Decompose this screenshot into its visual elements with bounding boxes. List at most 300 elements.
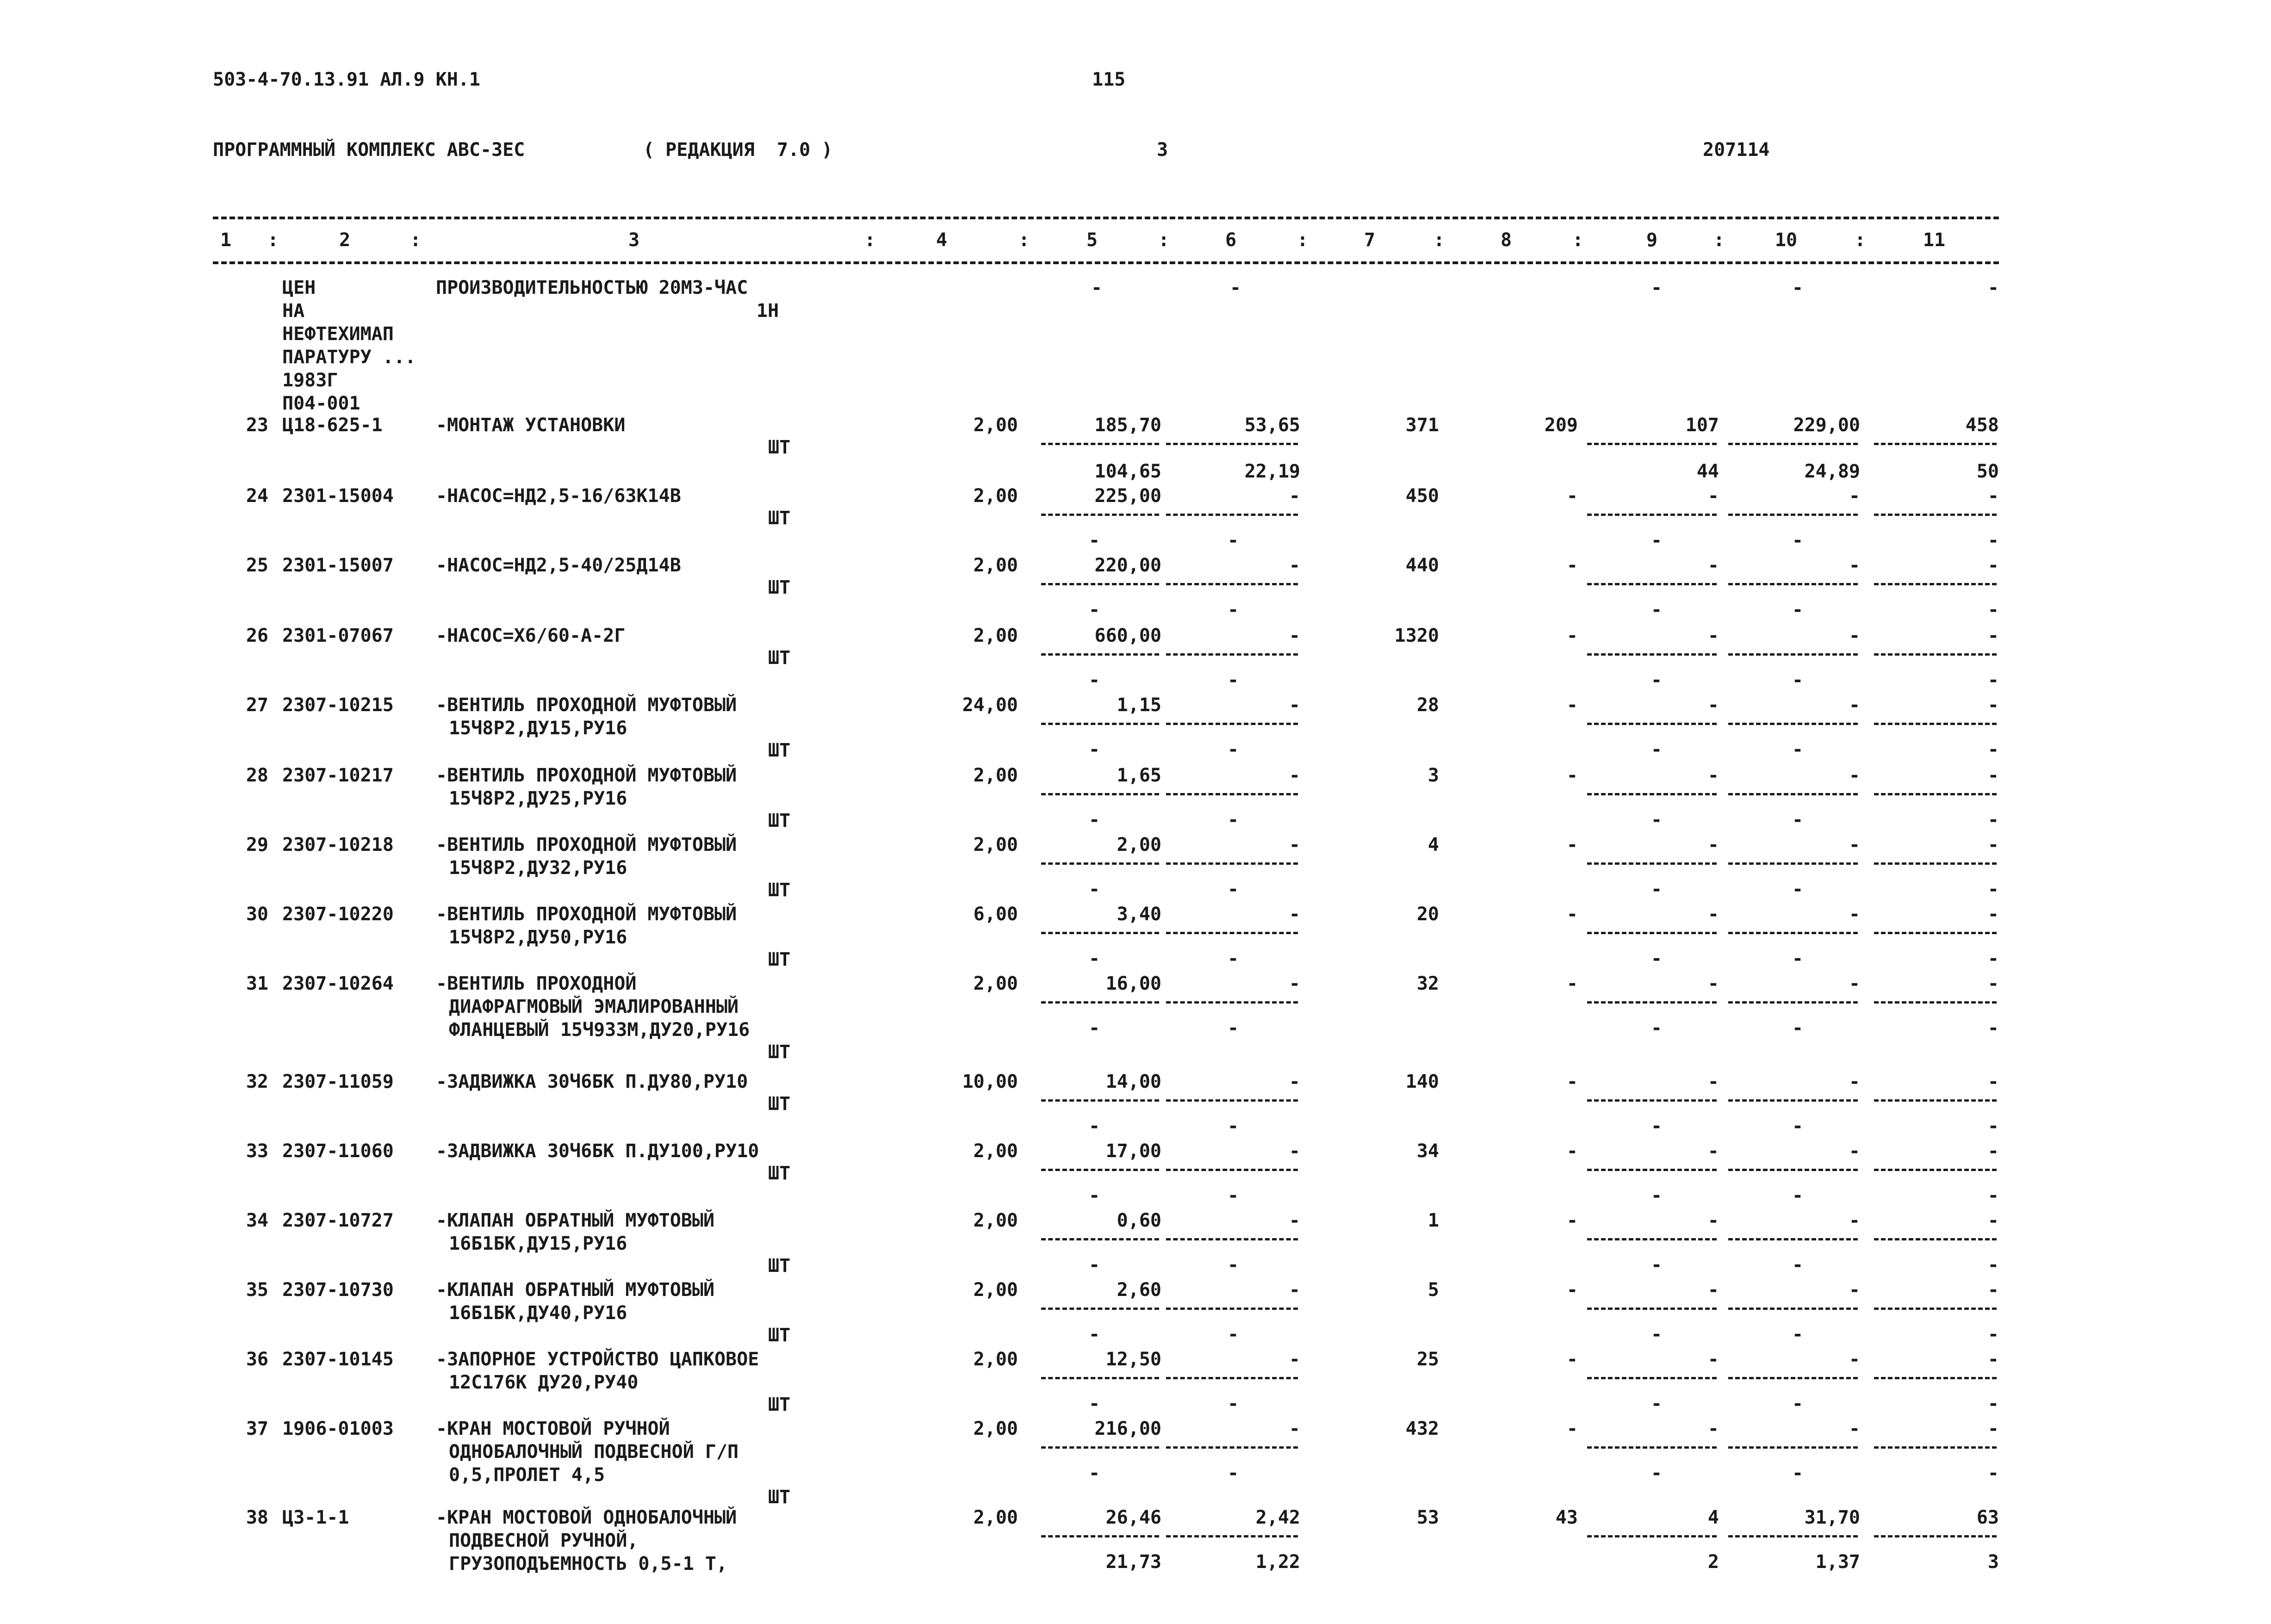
row-rule [1166,583,1298,585]
row-code: 2307-10218 [282,834,394,855]
row-column-8: - [1566,1349,1578,1370]
row-column-6: - [1289,694,1300,716]
row-rule [1166,1238,1298,1240]
row-sub-column-11: - [1987,669,1999,691]
sheet-number: 3 [1157,139,1168,161]
row-rule [1874,932,1997,934]
row-rule [1728,443,1858,445]
row-rule [1874,653,1997,656]
row-rule [1874,1099,1997,1102]
row-sub-price: - [1088,530,1100,551]
row-sub-column-10: - [1792,1185,1804,1206]
row-column-11: - [1987,625,1999,646]
row-description: 15Ч8Р2,ДУ15,РУ16 [449,718,627,739]
row-column-8: - [1566,1279,1578,1301]
row-column-6: - [1289,1349,1300,1370]
row-total: 440 [1405,555,1439,576]
row-column-8: - [1566,973,1578,994]
row-rule [1166,1535,1298,1537]
row-rule [1041,443,1159,445]
row-description: ПОДВЕСНОЙ РУЧНОЙ, [449,1530,639,1551]
row-column-9: - [1707,1071,1719,1092]
row-sub-column-6: - [1227,879,1239,900]
row-column-11: - [1987,694,1999,716]
row-price: 16,00 [1105,973,1161,994]
row-column-8: - [1566,834,1578,855]
row-rule [1874,862,1997,865]
row-total: 25 [1416,1349,1439,1370]
row-column-9: - [1707,1418,1719,1439]
row-column-9: - [1707,485,1719,507]
row-column-10: - [1849,1349,1860,1370]
row-column-10: - [1849,1071,1860,1092]
row-sub-column-6: 22,19 [1244,461,1300,482]
row-sub-column-10: - [1792,809,1804,831]
row-unit: ШТ [768,647,791,669]
row-column-9: - [1707,694,1719,716]
row-sub-price: - [1088,948,1100,969]
row-code: 2301-15007 [282,555,394,576]
column-separator: : [1433,229,1445,251]
row-sub-column-11: - [1987,599,1999,620]
row-column-9: - [1707,1210,1719,1231]
row-sub-column-11: - [1987,809,1999,831]
row-rule [1041,583,1159,585]
row-unit: ШТ [768,577,791,598]
row-quantity: 2,00 [973,1141,1018,1162]
row-column-11: - [1987,1279,1999,1301]
row-price: 12,50 [1105,1349,1161,1370]
row-sub-column-10: - [1792,948,1804,969]
row-sub-column-10: - [1792,1324,1804,1345]
column-header: 1 [220,229,232,251]
row-total: 1320 [1394,625,1439,646]
row-total: 5 [1427,1279,1439,1301]
row-description: -КЛАПАН ОБРАТНЫЙ МУФТОВЫЙ [436,1279,715,1301]
row-sub-column-11: - [1987,1185,1999,1206]
row-unit: ШТ [768,1041,791,1063]
row-price: 220,00 [1094,555,1161,576]
row-total: 28 [1416,694,1439,716]
row-price: 225,00 [1094,485,1161,507]
row-sub-price: 104,65 [1094,461,1161,482]
row-column-6: - [1289,904,1300,925]
row-column-9: - [1707,1279,1719,1301]
row-column-11: 63 [1976,1507,1999,1528]
row-unit: ШТ [768,949,791,970]
row-column-11: - [1987,1349,1999,1370]
row-column-8: - [1566,1210,1578,1231]
row-rule [1728,793,1858,795]
row-quantity: 2,00 [973,485,1018,507]
row-column-8: - [1566,765,1578,786]
row-rule [1728,1099,1858,1102]
row-sub-price: - [1088,1463,1100,1484]
row-rule [1728,1535,1858,1537]
row-sub-column-11: - [1987,1254,1999,1276]
row-rule [1728,723,1858,725]
row-column-9: - [1707,765,1719,786]
row-rule [1587,1238,1717,1240]
row-total: 34 [1416,1141,1439,1162]
row-sub-column-9: 44 [1696,461,1719,482]
row-column-9: - [1707,1141,1719,1162]
row-rule [1166,932,1298,934]
intro-dash: - [1091,277,1103,298]
row-rule [1587,583,1717,585]
row-quantity: 10,00 [962,1071,1018,1092]
row-quantity: 2,00 [973,1418,1018,1439]
row-column-9: - [1707,1349,1719,1370]
row-sub-column-10: - [1792,879,1804,900]
row-column-11: 458 [1965,415,1999,436]
row-number: 38 [246,1507,268,1528]
row-sub-price: - [1088,1017,1100,1039]
program-name: ПРОГРАММНЫЙ КОМПЛЕКС АВС-3ЕС [213,139,525,161]
row-description: -ЗАДВИЖКА 30Ч6БК П.ДУ80,РУ10 [436,1071,748,1092]
row-number: 24 [246,485,268,507]
row-rule [1587,443,1717,445]
intro-text: ЦЕН [282,277,316,298]
row-sub-column-10: - [1792,1116,1804,1137]
row-sub-column-11: - [1987,1393,1999,1414]
row-column-10: 229,00 [1793,415,1860,436]
column-header: 2 [339,229,351,251]
row-sub-column-9: 2 [1707,1551,1719,1573]
column-header: 9 [1646,229,1658,251]
row-price: 3,40 [1117,904,1161,925]
row-column-9: - [1707,625,1719,646]
column-header: 6 [1225,229,1237,251]
row-total: 20 [1416,904,1439,925]
row-number: 28 [246,765,268,786]
row-rule [1728,1238,1858,1240]
row-sub-column-9: - [1651,739,1663,760]
row-quantity: 2,00 [973,415,1018,436]
row-sub-price: - [1088,1324,1100,1345]
row-code: 2301-15004 [282,485,394,507]
row-column-8: - [1566,904,1578,925]
column-header: 4 [936,229,948,251]
row-unit: ШТ [768,508,791,529]
row-description: -НАСОС=Х6/60-А-2Г [436,625,626,646]
row-sub-column-10: 1,37 [1815,1551,1860,1573]
intro-text: ПАРАТУРУ ... [282,347,416,368]
row-sub-price: - [1088,739,1100,760]
row-quantity: 2,00 [973,1349,1018,1370]
row-rule [1874,723,1997,725]
intro-description: ПРОИЗВОДИТЕЛЬНОСТЬЮ 20М3-ЧАС [436,277,748,298]
row-price: 2,00 [1117,834,1161,855]
row-column-9: 4 [1707,1507,1719,1528]
row-code: 2307-10730 [282,1279,394,1301]
row-number: 29 [246,834,268,855]
row-rule [1728,1377,1858,1379]
row-total: 371 [1405,415,1439,436]
row-column-11: - [1987,904,1999,925]
row-column-10: - [1849,1210,1860,1231]
row-rule [1587,862,1717,865]
row-sub-column-11: - [1987,1116,1999,1137]
row-rule [1041,1535,1159,1537]
row-column-6: - [1289,973,1300,994]
row-column-10: - [1849,973,1860,994]
row-sub-column-11: - [1987,739,1999,760]
row-price: 0,60 [1117,1210,1161,1231]
row-sub-column-9: - [1651,948,1663,969]
intro-text: 1983Г [282,370,338,391]
row-column-11: - [1987,1210,1999,1231]
row-description: -ВЕНТИЛЬ ПРОХОДНОЙ МУФТОВЫЙ [436,694,737,716]
row-rule [1166,1169,1298,1171]
row-description: -ВЕНТИЛЬ ПРОХОДНОЙ МУФТОВЫЙ [436,765,737,786]
row-column-6: - [1289,1418,1300,1439]
row-quantity: 2,00 [973,834,1018,855]
row-column-10: - [1849,1418,1860,1439]
row-description: 16Б1БК,ДУ15,РУ16 [449,1233,627,1254]
row-sub-column-10: - [1792,669,1804,691]
row-description: -НАСОС=НД2,5-16/63К14В [436,485,681,507]
row-rule [1728,1446,1858,1449]
row-rule [1728,1169,1858,1171]
row-sub-column-6: - [1227,599,1239,620]
row-price: 1,65 [1117,765,1161,786]
row-sub-column-11: - [1987,1017,1999,1039]
row-sub-column-6: - [1227,669,1239,691]
row-column-11: - [1987,973,1999,994]
row-code: 2307-11059 [282,1071,394,1092]
row-sub-column-9: - [1651,1324,1663,1345]
row-unit: ШТ [768,1093,791,1115]
row-sub-price: - [1088,599,1100,620]
row-total: 1 [1427,1210,1439,1231]
page-number: 115 [1092,69,1126,90]
row-rule [1166,723,1298,725]
intro-text: НА [282,300,305,322]
row-rule [1728,862,1858,865]
row-code: 2307-11060 [282,1141,394,1162]
row-rule [1587,723,1717,725]
row-number: 23 [246,415,268,436]
row-quantity: 2,00 [973,765,1018,786]
row-column-8: - [1566,625,1578,646]
row-column-6: - [1289,1210,1300,1231]
intro-text: П04-001 [282,393,360,414]
row-rule [1874,1169,1997,1171]
row-rule [1874,1001,1997,1004]
row-number: 26 [246,625,268,646]
row-column-8: 209 [1544,415,1578,436]
row-code: 2307-10215 [282,694,394,716]
row-sub-column-6: - [1227,530,1239,551]
row-rule [1166,1001,1298,1004]
row-rule [1728,932,1858,934]
column-separator: : [1713,229,1725,251]
row-rule [1041,932,1159,934]
intro-dash: - [1229,277,1241,298]
row-rule [1728,1308,1858,1310]
row-rule [1041,1446,1159,1449]
row-rule [1166,1377,1298,1379]
row-code: 2301-07067 [282,625,394,646]
row-sub-price: - [1088,1185,1100,1206]
row-rule [1587,1535,1717,1537]
row-rule [1166,514,1298,516]
row-sub-column-6: - [1227,1463,1239,1484]
column-separator: : [1854,229,1866,251]
row-sub-price: - [1088,1116,1100,1137]
row-rule [1041,653,1159,656]
row-rule [1041,723,1159,725]
row-column-10: - [1849,694,1860,716]
row-description: 15Ч8Р2,ДУ32,РУ16 [449,857,627,879]
row-column-10: - [1849,1141,1860,1162]
row-unit: ШТ [768,1325,791,1346]
row-description: -ВЕНТИЛЬ ПРОХОДНОЙ МУФТОВЫЙ [436,834,737,855]
row-column-8: 43 [1555,1507,1578,1528]
table-top-rule [213,217,1999,219]
row-column-6: - [1289,834,1300,855]
row-price: 185,70 [1094,415,1161,436]
row-rule [1728,653,1858,656]
table-header-rule [213,261,1999,264]
intro-description: 1Н [757,300,779,322]
row-description: ГРУЗОПОДЪЕМНОСТЬ 0,5-1 Т, [449,1553,728,1574]
row-sub-column-6: - [1227,1116,1239,1137]
row-sub-column-6: - [1227,1393,1239,1414]
document-number: 207114 [1703,139,1770,161]
column-header: 8 [1500,229,1512,251]
row-number: 34 [246,1210,268,1231]
row-description: -НАСОС=НД2,5-40/25Д14В [436,555,681,576]
row-rule [1874,793,1997,795]
row-column-8: - [1566,485,1578,507]
column-header: 11 [1923,229,1946,251]
row-sub-column-11: - [1987,879,1999,900]
row-number: 35 [246,1279,268,1301]
row-rule [1587,1169,1717,1171]
row-sub-column-10: - [1792,739,1804,760]
row-number: 31 [246,973,268,994]
row-quantity: 2,00 [973,625,1018,646]
row-column-11: - [1987,555,1999,576]
row-rule [1041,1001,1159,1004]
row-sub-column-9: - [1651,1393,1663,1414]
row-sub-column-6: - [1227,1254,1239,1276]
row-column-9: 107 [1685,415,1719,436]
row-sub-column-9: - [1651,669,1663,691]
row-column-6: 2,42 [1255,1507,1300,1528]
row-rule [1874,1535,1997,1537]
row-rule [1166,443,1298,445]
row-price: 2,60 [1117,1279,1161,1301]
row-unit: ШТ [768,740,791,761]
row-description: 15Ч8Р2,ДУ25,РУ16 [449,788,627,809]
row-rule [1041,514,1159,516]
row-code: 2307-10264 [282,973,394,994]
row-sub-price: - [1088,1393,1100,1414]
row-quantity: 6,00 [973,904,1018,925]
row-total: 450 [1405,485,1439,507]
row-description: -КРАН МОСТОВОЙ РУЧНОЙ [436,1418,670,1439]
column-header: 5 [1086,229,1098,251]
row-sub-column-10: - [1792,1463,1804,1484]
row-rule [1587,793,1717,795]
row-column-10: - [1849,625,1860,646]
row-rule [1041,1169,1159,1171]
row-column-6: - [1289,1071,1300,1092]
row-description: -ЗАПОРНОЕ УСТРОЙСТВО ЦАПКОВОЕ [436,1349,759,1370]
row-column-10: - [1849,555,1860,576]
row-rule [1587,932,1717,934]
row-sub-price: 21,73 [1105,1551,1161,1573]
row-column-6: - [1289,555,1300,576]
row-sub-price: - [1088,879,1100,900]
row-sub-column-11: - [1987,1324,1999,1345]
row-column-11: - [1987,834,1999,855]
row-unit: ШТ [768,880,791,901]
row-column-10: - [1849,1279,1860,1301]
row-column-6: - [1289,485,1300,507]
row-number: 27 [246,694,268,716]
intro-dash: - [1792,277,1804,298]
row-column-11: - [1987,1071,1999,1092]
row-column-9: - [1707,973,1719,994]
row-number: 25 [246,555,268,576]
row-sub-column-9: - [1651,879,1663,900]
row-total: 3 [1427,765,1439,786]
row-sub-column-6: - [1227,739,1239,760]
row-rule [1166,793,1298,795]
row-rule [1874,583,1997,585]
row-unit: ШТ [768,437,791,458]
row-description: -КРАН МОСТОВОЙ ОДНОБАЛОЧНЫЙ [436,1507,737,1528]
intro-text: НЕФТЕХИМАП [282,323,394,345]
row-quantity: 2,00 [973,973,1018,994]
row-rule [1587,1377,1717,1379]
row-unit: ШТ [768,1163,791,1184]
intro-dash: - [1987,277,1999,298]
row-price: 17,00 [1105,1141,1161,1162]
row-description: ДИАФРАГМОВЫЙ ЭМАЛИРОВАННЫЙ [449,996,739,1017]
row-column-9: - [1707,555,1719,576]
row-description: 0,5,ПРОЛЕТ 4,5 [449,1464,605,1486]
row-sub-column-9: - [1651,1254,1663,1276]
row-sub-column-6: - [1227,1017,1239,1039]
row-description: -ВЕНТИЛЬ ПРОХОДНОЙ [436,973,637,994]
row-code: 2307-10217 [282,765,394,786]
row-rule [1587,653,1717,656]
row-description: 16Б1БК,ДУ40,РУ16 [449,1302,627,1324]
row-rule [1874,1377,1997,1379]
row-column-6: 53,65 [1244,415,1300,436]
row-quantity: 24,00 [962,694,1018,716]
row-total: 53 [1416,1507,1439,1528]
row-rule [1166,653,1298,656]
row-column-10: 31,70 [1804,1507,1860,1528]
row-column-10: - [1849,904,1860,925]
row-code: 1906-01003 [282,1418,394,1439]
row-total: 432 [1405,1418,1439,1439]
row-rule [1728,514,1858,516]
row-description: ОДНОБАЛОЧНЫЙ ПОДВЕСНОЙ Г/П [449,1441,739,1463]
row-sub-column-6: 1,22 [1255,1551,1300,1573]
row-column-10: - [1849,834,1860,855]
row-price: 660,00 [1094,625,1161,646]
row-unit: ШТ [768,1394,791,1415]
row-price: 26,46 [1105,1507,1161,1528]
row-sub-column-11: - [1987,1463,1999,1484]
